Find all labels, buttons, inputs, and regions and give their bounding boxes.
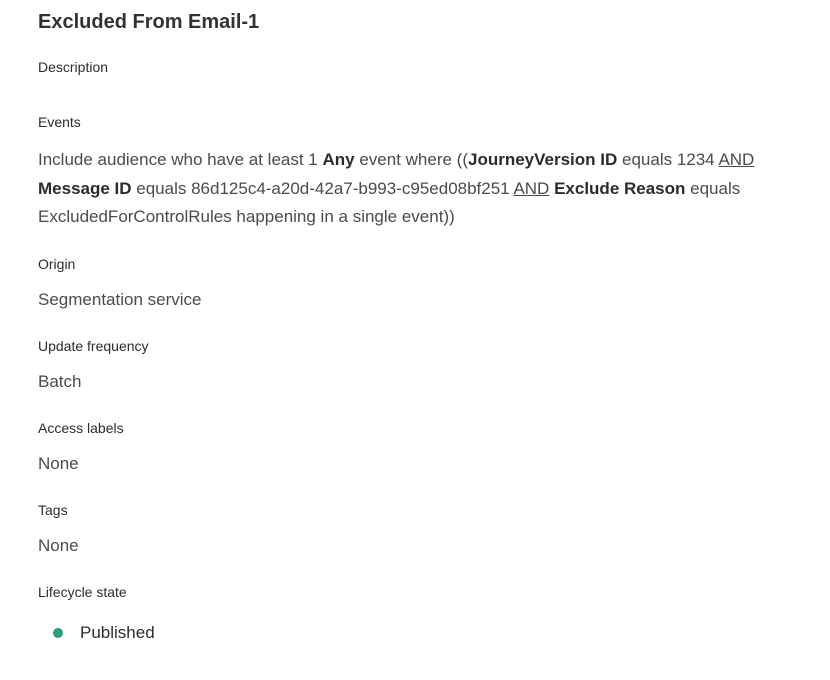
events-operator-and: AND: [513, 178, 550, 198]
events-text-segment: event where ((: [354, 150, 468, 169]
access-labels-value: None: [38, 454, 79, 473]
lifecycle-state-value: Published: [80, 623, 155, 642]
audience-title: Excluded From Email-1: [38, 11, 260, 33]
events-text-segment: Include audience who have at least 1: [38, 150, 323, 169]
access-labels-label: Access labels: [38, 420, 124, 436]
lifecycle-state-label: Lifecycle state: [38, 584, 127, 600]
events-text-segment: equals ExcludedForControlRules happening in a single event)): [38, 178, 741, 227]
events-text-segment: equals 1234: [617, 150, 719, 169]
events-keyword-any: Any: [322, 150, 355, 169]
tags-label: Tags: [38, 502, 68, 518]
update-frequency-label: Update frequency: [38, 338, 149, 354]
update-frequency-value: Batch: [38, 372, 82, 391]
events-attribute-journeyversion-id: JourneyVersion ID: [468, 150, 618, 169]
events-operator-and: AND: [718, 150, 755, 169]
events-attribute-exclude-reason: Exclude Reason: [554, 178, 686, 198]
origin-label: Origin: [38, 256, 76, 272]
events-attribute-message-id: Message ID: [38, 178, 132, 198]
events-rule-description: [38, 146, 798, 232]
description-label: Description: [38, 59, 109, 75]
lifecycle-status-badge: [53, 620, 155, 646]
events-text-segment: equals 86d125c4-a20d-42a7-b993-c95ed08bf251: [131, 178, 514, 198]
origin-value: Segmentation service: [38, 290, 202, 309]
status-dot-icon: [53, 628, 63, 638]
tags-value: None: [38, 536, 79, 555]
events-label: Events: [38, 114, 81, 130]
